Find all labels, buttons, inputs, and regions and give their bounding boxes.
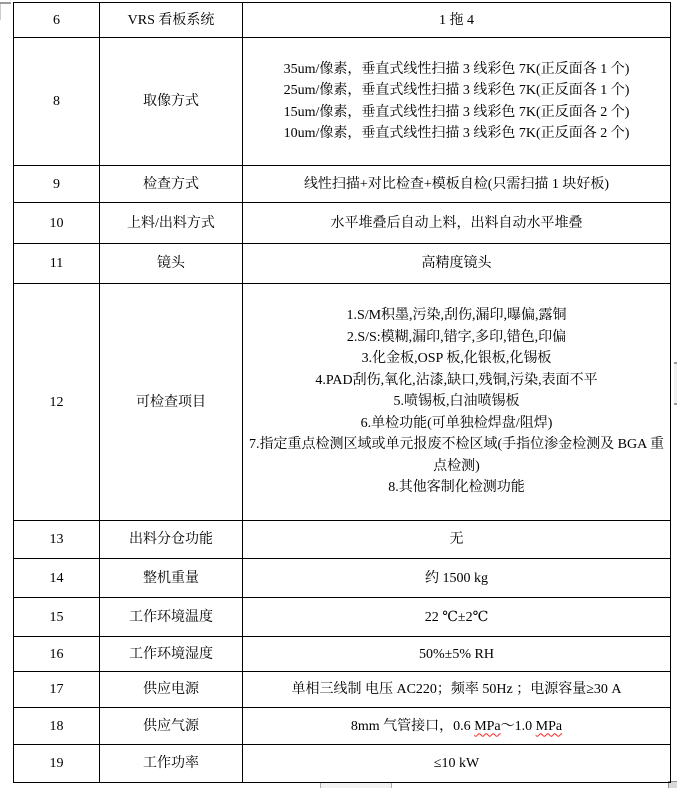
row-number-cell[interactable]: 8 xyxy=(14,38,100,166)
table-row xyxy=(14,598,671,637)
spec-value-cell[interactable]: 线性扫描+对比检查+模板自检(只需扫描 1 块好板) xyxy=(243,166,671,203)
value-line: 10um/像素，垂直式线性扫描 3 线彩色 7K(正反面各 2 个) xyxy=(283,126,630,141)
value-line: 35um/像素，垂直式线性扫描 3 线彩色 7K(正反面各 1 个) xyxy=(283,61,630,77)
row-number-cell[interactable]: 19 xyxy=(14,745,100,783)
spec-name-cell[interactable]: 整机重量 xyxy=(100,559,243,598)
table-row xyxy=(14,672,671,708)
row-number-cell[interactable]: 6 xyxy=(14,3,100,38)
spec-value-cell[interactable]: 约 1500 kg xyxy=(243,559,671,598)
spec-table xyxy=(13,2,671,783)
row-number-cell[interactable]: 13 xyxy=(14,521,100,559)
table-row xyxy=(14,708,671,745)
page-edge-tick xyxy=(0,4,1,20)
spec-value-cell[interactable]: 无 xyxy=(243,521,671,559)
spec-name-cell[interactable]: 供应气源 xyxy=(100,708,243,745)
spec-value-cell[interactable]: 高精度镜头 xyxy=(243,244,671,284)
value-line: 3.化金板,OSP 板,化银板,化锡板 xyxy=(361,351,552,367)
row-number-cell[interactable]: 11 xyxy=(14,244,100,284)
table-row xyxy=(14,203,671,244)
row-number-cell[interactable]: 15 xyxy=(14,598,100,637)
value-segment: 8mm 气管接口，0.6 xyxy=(350,718,475,734)
value-line: 4.PAD刮伤,氧化,沾漆,缺口,残铜,污染,表面不平 xyxy=(315,372,598,388)
spec-name-cell[interactable]: 出料分仓功能 xyxy=(100,521,243,559)
spec-value-cell[interactable] xyxy=(243,708,671,745)
value-line: 15um/像素，垂直式线性扫描 3 线彩色 7K(正反面各 2 个) xyxy=(283,104,630,120)
table-row xyxy=(14,244,671,284)
table-row xyxy=(14,3,671,38)
spec-name-cell[interactable]: 镜头 xyxy=(100,244,243,284)
spec-name-cell[interactable]: VRS 看板系统 xyxy=(100,3,243,38)
page-corner-mark xyxy=(0,2,11,4)
value-line: 8.其他客制化检测功能 xyxy=(388,480,525,496)
row-number-cell[interactable]: 12 xyxy=(14,284,100,521)
spec-value-cell[interactable]: 水平堆叠后自动上料，出料自动水平堆叠 xyxy=(243,203,671,244)
value-line: 6.单检功能(可单独检焊盘/阻焊) xyxy=(360,415,553,431)
page-bottom-artifact xyxy=(320,783,392,788)
spec-name-cell[interactable]: 工作环境温度 xyxy=(100,598,243,637)
spec-name-cell[interactable]: 可检查项目 xyxy=(100,284,243,521)
spec-value-cell[interactable] xyxy=(243,284,671,521)
spec-value-cell[interactable]: ≤10 kW xyxy=(243,745,671,783)
table-row xyxy=(14,166,671,203)
value-line: 25um/像素，垂直式线性扫描 3 线彩色 7K(正反面各 1 个) xyxy=(283,83,630,98)
spec-name-cell[interactable]: 检查方式 xyxy=(100,166,243,203)
table-row xyxy=(14,284,671,521)
spec-name-cell[interactable]: 工作环境湿度 xyxy=(100,637,243,672)
spellcheck-underlined-text: MPa xyxy=(535,718,563,734)
value-line: 5.喷锡板,白油喷锡板 xyxy=(393,394,520,410)
spec-value-cell[interactable]: 1 拖 4 xyxy=(243,3,671,38)
spec-value-cell[interactable]: 50%±5% RH xyxy=(243,637,671,672)
value-segment: ～1.0 xyxy=(500,718,536,734)
value-line: 7.指定重点检测区域或单元报废不检区域(手指位渗金检测及 BGA 重点检测) xyxy=(249,437,664,474)
value-line: 1.S/M积墨,污染,刮伤,漏印,曝偏,露铜 xyxy=(346,308,567,324)
row-number-cell[interactable]: 16 xyxy=(14,637,100,672)
spec-name-cell[interactable]: 取像方式 xyxy=(100,38,243,166)
spec-name-cell[interactable]: 供应电源 xyxy=(100,672,243,708)
value-line: 2.S/S:模糊,漏印,错字,多印,错色,印偏 xyxy=(346,329,567,345)
row-number-cell[interactable]: 14 xyxy=(14,559,100,598)
table-row xyxy=(14,637,671,672)
spec-name-cell[interactable]: 工作功率 xyxy=(100,745,243,783)
table-row xyxy=(14,521,671,559)
row-number-cell[interactable]: 10 xyxy=(14,203,100,244)
row-number-cell[interactable]: 17 xyxy=(14,672,100,708)
spellcheck-underlined-text: MPa xyxy=(474,718,501,734)
row-number-cell[interactable]: 9 xyxy=(14,166,100,203)
spec-value-cell[interactable] xyxy=(243,38,671,166)
spec-value-cell[interactable]: 22 ℃±2℃ xyxy=(243,598,671,637)
spec-name-cell[interactable]: 上料/出料方式 xyxy=(100,203,243,244)
table-row xyxy=(14,745,671,783)
row-number-cell[interactable]: 18 xyxy=(14,708,100,745)
spec-value-cell[interactable]: 单相三线制 电压 AC220；频率 50Hz ；电源容量≥30 A xyxy=(243,672,671,708)
table-row xyxy=(14,38,671,166)
table-row xyxy=(14,559,671,598)
